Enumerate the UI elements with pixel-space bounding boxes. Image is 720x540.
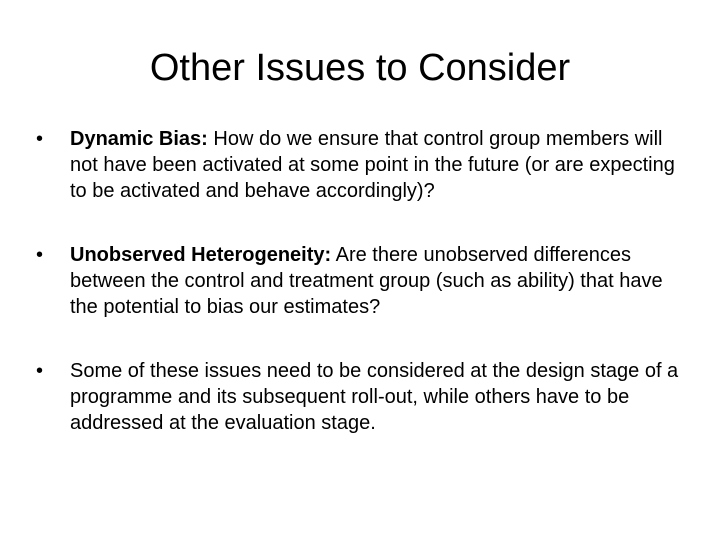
bullet-item-unobserved-heterogeneity bbox=[36, 242, 686, 320]
bullet-term: Unobserved Heterogeneity: bbox=[70, 244, 332, 266]
bullet-item-dynamic-bias bbox=[36, 126, 686, 204]
bullet-marker: • bbox=[36, 244, 44, 266]
bullet-term: Dynamic Bias: bbox=[70, 128, 208, 150]
bullet-marker: • bbox=[36, 360, 44, 382]
bullet-marker: • bbox=[36, 128, 44, 150]
slide-title: Other Issues to Consider bbox=[149, 47, 571, 89]
bullet-text: How do we ensure that control group members will not have been activated at some point in the future (or are expecting to be activated and behave accordingly)? bbox=[70, 128, 675, 202]
bullet-text: Some of these issues need to be considered at the design stage of a programme and its subsequent roll-out, while others have to be addressed at the evaluation stage. bbox=[70, 360, 679, 434]
bullet-text: Are there unobserved differences between the control and treatment group (such as ability) that have the potential to bias our estimates? bbox=[70, 244, 663, 318]
bullet-list bbox=[36, 126, 686, 436]
bullet-item-design-stage bbox=[36, 358, 686, 436]
